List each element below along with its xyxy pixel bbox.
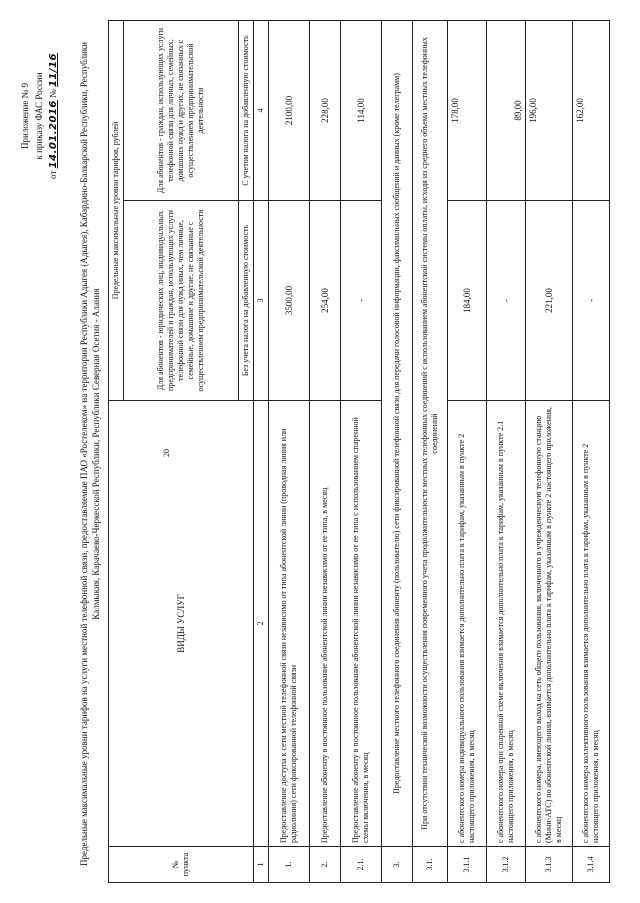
- service-description: Предоставление абоненту в постоянное пользование абонентской линии независимо от ее типа с использованием спаренной схемы включения, в месяц: [341, 401, 382, 847]
- document-title: Предельные максимальные уровни тарифов на услуги местной телефонной связи, предоставляемые ПАО «Ростелеком» на территории Республики Адыгея (Адыгея), Кабардино-Балкарской Республики, Республики Калмыкия, Карачаево-Черкесской Республики, Республики Северная Осетия - Алания: [79, 42, 101, 866]
- tariff-without-vat: 184,00: [448, 201, 487, 401]
- table-row: [413, 21, 448, 883]
- header-without-vat: Без учета налога на добавленную стоимость: [239, 201, 254, 401]
- column-index-3: 3: [254, 201, 269, 401]
- header-legal-entities: Для абонентов - юридических лиц, индивидуальных предпринимателей и граждан, использующих услуги телефонной связи для нужд иных, чем личные, семейные, домашние и другие, не связанные с осуществлением предпринимательской деятельности: [124, 201, 239, 401]
- service-description: с абонентского номера, имеющего выход на сеть общего пользования, включенного в учрежденческую телефонную станцию (Мини-АТС) по абонентской линии, взимается дополнительно плата к тарифам, указанным в пункте 2 настоящего приложения, в месяц: [526, 401, 573, 847]
- appendix-order-ref: к приказу ФАС России: [34, 72, 44, 160]
- table-row: [573, 21, 610, 883]
- table-row: [382, 21, 413, 883]
- header-with-vat: С учетом налога на добавленную стоимость: [239, 21, 254, 201]
- tariff-with-vat: 89,00: [487, 21, 526, 201]
- service-description: Предоставление доступа к сети местной телефонной связи независимо от типа абонентской линии (проводная линия или радиолиния) сети фиксированной телефонной связи: [269, 401, 310, 847]
- table-row: [448, 21, 487, 883]
- row-number: 2.1.: [341, 847, 382, 883]
- row-number: 3.1.3: [526, 847, 573, 883]
- number-prefix: №: [48, 89, 58, 98]
- tariff-with-vat: 178,00: [448, 21, 487, 201]
- table-row: [341, 21, 382, 883]
- date-prefix: от: [48, 170, 58, 179]
- tariff-without-vat: 221,00: [526, 201, 573, 401]
- tariff-without-vat: 254,00: [310, 201, 341, 401]
- row-number: 3.1.1: [448, 847, 487, 883]
- tariff-without-vat: -: [341, 201, 382, 401]
- appendix-header: [18, 21, 61, 211]
- column-index-4: 4: [254, 21, 269, 201]
- service-description: с абонентского номера индивидуального пользования взимается дополнительно плата к тарифам, указанным в пункте 2 настоящего приложения, в месяц: [448, 401, 487, 847]
- row-number: 3.1.2: [487, 847, 526, 883]
- service-description: с абонентского номера коллективного пользования взимается дополнительно плата к тарифам, указанным в пункте 2 настоящего приложения, в месяц: [573, 401, 610, 847]
- tariff-without-vat: -: [573, 201, 610, 401]
- row-number: 1.: [269, 847, 310, 883]
- table-row: [487, 21, 526, 883]
- table-row: [526, 21, 573, 883]
- handwritten-number: 11/16: [48, 53, 59, 88]
- table-row: [310, 21, 341, 883]
- appendix-number: Приложение № 9: [20, 83, 30, 149]
- table-row: [269, 21, 310, 883]
- row-number: 3.: [382, 847, 413, 883]
- section-heading: Предоставление местного телефонного соединения абоненту (пользователю) сети фиксированной телефонной связи для передачи голосовой информации, факсимильных сообщений и данных (кроме телеграмм): [382, 21, 413, 847]
- service-description: Предоставление абоненту в постоянное пользование абонентской линии независимо от ее типа, в месяц: [310, 401, 341, 847]
- tariff-with-vat: 114,00: [341, 21, 382, 201]
- header-tariff-group: Предельные максимальные уровни тарифов, рублей: [109, 21, 124, 401]
- tariff-with-vat: 2100,00: [269, 21, 310, 201]
- page-number: 20: [162, 449, 171, 457]
- column-index-2: 2: [254, 401, 269, 847]
- section-heading: При отсутствии технической возможности осуществления повременного учета продолжительности местных телефонных соединений с использованием абонентской системы оплаты, исходя из среднего объема местных телефонных соединений: [413, 21, 448, 847]
- header-row-1: [109, 21, 124, 883]
- row-number: 2.: [310, 847, 341, 883]
- rotated-document-page: [10, 13, 630, 893]
- handwritten-date: 14.01.2016: [48, 100, 59, 169]
- column-index-row: [254, 21, 269, 883]
- tariff-with-vat: 196,00: [526, 21, 573, 201]
- column-index-1: 1: [254, 847, 269, 883]
- row-number: 3.1.: [413, 847, 448, 883]
- tariff-without-vat: -: [487, 201, 526, 401]
- appendix-date-line: [46, 21, 61, 211]
- row-number: 3.1.4: [573, 847, 610, 883]
- tariff-table: [108, 20, 610, 883]
- tariff-with-vat: 228,00: [310, 21, 341, 201]
- service-description: с абонентского номера при спаренной схеме включения взимается дополнительно плата к тарифам, указанным в пункте 2.1 настоящего приложения, в месяц: [487, 401, 526, 847]
- tariff-without-vat: 3500,00: [269, 201, 310, 401]
- header-services: ВИДЫ УСЛУГ: [109, 401, 254, 847]
- tariff-with-vat: 162,00: [573, 21, 610, 201]
- header-citizens: Для абонентов - граждан, использующих услуги телефонной связи для личных, семейных, домашних нужд и других, не связанных с осуществлением предпринимательской деятельности: [124, 21, 239, 201]
- header-item-number: № пункта: [109, 847, 254, 883]
